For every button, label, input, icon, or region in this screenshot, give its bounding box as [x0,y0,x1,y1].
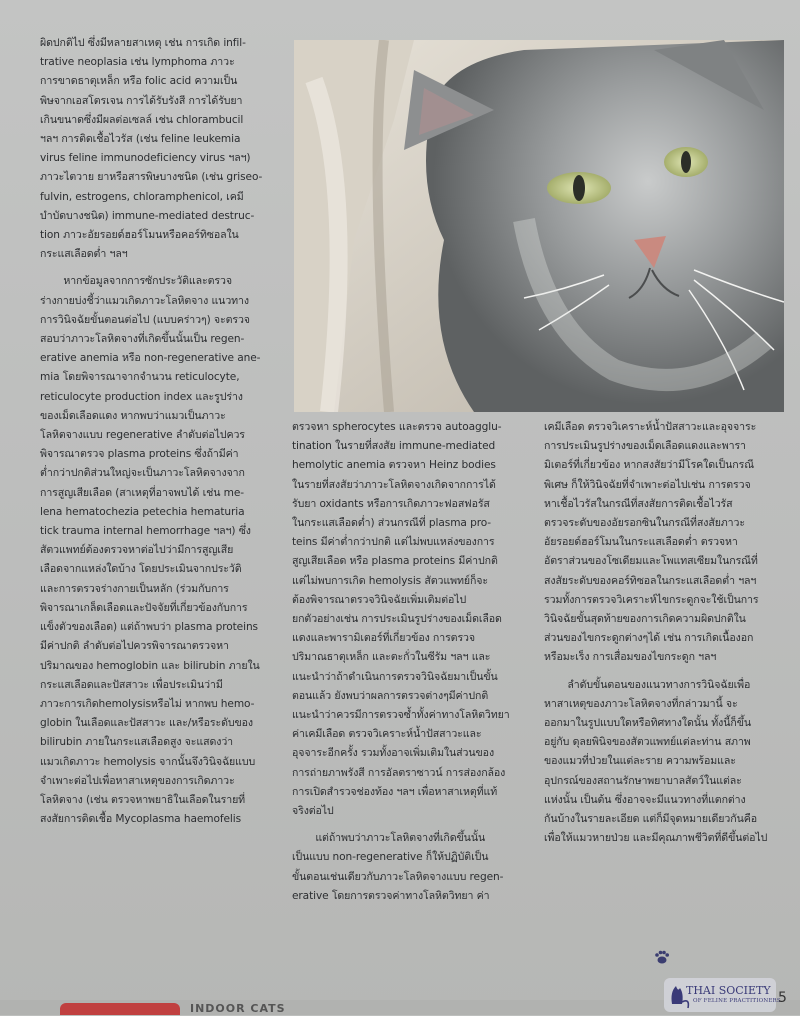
text-line: ผิดปกติไป ซึ่งมีหลายสาเหตุ เช่น การเกิด infil- [40,37,246,49]
text-line: อุจจาระอีกครั้ง รวมทั้งอาจเพิ่มเติมในส่วนของ [292,747,495,760]
text-line: มีค่าปกติ ลำดับต่อไปควรพิจารณาตรวจหา [40,640,229,653]
text-line: เป็นแบบ non-regenerative ก็ให้ปฏิบัติเป็น [292,851,489,864]
text-line: สงสัยระดับของคอร์ทิซอลในกระแสเลือดต่ำ ฯลฯ [544,574,757,587]
text-column-3 [544,418,789,848]
text-line: ในกระแสเลือดต่ำ) ส่วนกรณีที่ plasma pro- [292,517,492,530]
text-line: แข็งตัวของเลือด) แต่ถ้าพบว่า plasma proteins [40,621,258,634]
text-line: แต่ถ้าพบว่าภาวะโลหิตจางที่เกิดขึ้นนั้น [315,832,486,845]
text-line: การเปิดสำรวจช่องท้อง ฯลฯ เพื่อหาสาเหตุที่แท้ [292,785,498,798]
text-line: hemolytic anemia ตรวจหา Heinz bodies [292,459,496,472]
logo-title: THAI SOCIETY [686,984,771,997]
text-line: และการตรวจร่างกายเป็นหลัก (ร่วมกับการ [40,582,229,595]
text-line: เคมีเลือด ตรวจวิเคราะห์น้ำปัสสาวะและอุจจาระ [544,421,757,433]
text-line: ตรวจหา spherocytes และตรวจ autoagglu- [292,421,502,433]
text-line: โลหิตจางแบบ regenerative ลำดับต่อไปควร [40,429,245,442]
text-line: ปริมาณของ hemoglobin และ bilirubin ภายใน [40,659,260,672]
text-line: หาสาเหตุของภาวะโลหิตจางที่กล่าวมานี้ จะ [544,697,738,710]
text-line: tination ในรายที่สงสัย immune-mediated [292,440,496,453]
text-column-2 [292,418,532,906]
text-line: เลือดจากแหล่งใดบ้าง โดยประเมินจากประวัติ [40,563,242,576]
text-line: lena hematochezia petechia hematuria [40,505,245,518]
text-line: mia โดยพิจารณาจากจำนวน reticulocyte, [40,371,240,384]
text-line: ลำดับขั้นตอนของแนวทางการวินิจฉัยเพื่อ [567,678,751,691]
text-line: เพื่อให้แมวหายป่วย และมีคุณภาพชีวิตที่ดีขึ้นต่อไป [544,832,768,845]
text-line: ต้องพิจารณาตรวจวินิจฉัยเพิ่มเติมต่อไป [292,593,467,606]
cat-photo [294,40,784,412]
text-line: virus feline immunodeficiency virus ฯลฯ) [40,152,251,165]
text-line: ภาวะการเกิดhemolysisหรือไม่ หากพบ hemo- [40,697,255,710]
text-line: แนะนำว่าถ้าดำเนินการตรวจวินิจฉัยมาเป็นขั้น [292,670,498,683]
text-line: ต่ำกว่าปกติส่วนใหญ่จะเป็นภาวะโลหิตจางจาก [40,467,245,480]
text-line: อัยรอยด์ฮอร์โมนในกระแสเลือดต่ำ ตรวจหา [544,536,738,549]
text-line: เกินขนาดซึ่งมีผลต่อเซลล์ เช่น chlorambucil [40,113,244,126]
text-line: วินิจฉัยขั้นสุดท้ายของการเกิดความผิดปกติใน [544,613,746,626]
text-line: tick trauma internal hemorrhage ฯลฯ) ซึ่ง [40,525,251,538]
text-column-1 [40,34,280,829]
text-line: fulvin, estrogens, chloramphenicol, เคมี [40,190,244,203]
text-line: พิษจากเอสโตรเจน การได้รับรังสี การได้รับยา [40,94,243,107]
text-line: แห่งนั้น เป็นต้น ซึ่งอาจจะมีแนวทางที่แตกต่าง [544,793,746,806]
text-line: รับยา oxidants หรือการเกิดภาวะฟอสฟอรัส [292,497,490,510]
text-line: การสูญเสียเลือด (สาเหตุที่อาจพบได้ เช่น me- [40,486,244,499]
text-line: บำบัดบางชนิด) immune-mediated destruc- [40,209,255,222]
text-line: พิเศษ ก็ให้วินิจฉัยที่จำเพาะต่อไปเช่น การตรวจ [544,478,751,491]
text-line: ในรายที่สงสัยว่าภาวะโลหิตจางเกิดจากการได้ [292,478,496,491]
text-line: trative neoplasia เช่น lymphoma ภาวะ [40,56,235,69]
text-line: bilirubin ภายในกระแสเลือดสูง จะแสดงว่า [40,736,234,749]
next-article-title: INDOOR CATS [190,1002,286,1015]
text-line: แมวเกิดภาวะ hemolysis จากนั้นจึงวินิจฉัยแบบ [40,755,256,768]
text-line: อัตราส่วนของโซเดียมและโพแทสเซียมในกรณีที่ [544,555,758,568]
text-line: โลหิตจาง (เช่น ตรวจหาพยาธิในเลือดในรายที่ [40,793,246,806]
text-line: ของแมวที่ป่วยในแต่ละราย ความพร้อมและ [544,755,736,768]
text-line: การขาดธาตุเหล็ก หรือ folic acid ความเป็น [40,75,238,88]
text-line: สอบว่าภาวะโลหิตจางที่เกิดขึ้นนั้นเป็น regen- [40,333,245,346]
text-line: ขั้นตอนเช่นเดียวกับภาวะโลหิตจางแบบ regen- [292,870,504,883]
footer-decoration [60,1003,180,1015]
text-line: ฯลฯ การติดเชื้อไวรัส (เช่น feline leukemia [40,133,241,146]
text-line: พิจารณาเกล็ดเลือดและปัจจัยที่เกี่ยวข้องกับการ [40,601,248,614]
text-line: แต่ไม่พบการเกิด hemolysis สัตวแพทย์ก็จะ [292,574,488,587]
text-line: การวินิจฉัยขั้นตอนต่อไป (แบบคร่าวๆ) จะตรวจ [40,313,250,326]
text-line: จำเพาะต่อไปเพื่อหาสาเหตุของการเกิดภาวะ [40,774,235,787]
text-line: หรือมะเร็ง การเสื่อมของไขกระดูก ฯลฯ [544,651,717,664]
text-line: รวมทั้งการตรวจวิเคราะห์ไขกระดูกจะใช้เป็นการ [544,593,759,606]
text-line: globin ในเลือดและปัสสาวะ และ/หรือระดับของ [40,717,253,730]
text-line: กระแสเลือดต่ำ ฯลฯ [40,248,128,261]
text-line: ของเม็ดเลือดแดง หากพบว่าแมวเป็นภาวะ [40,409,226,422]
text-line: ปริมาณธาตุเหล็ก และตะกั่วในซีรัม ฯลฯ และ [292,651,491,664]
text-line: ยกตัวอย่างเช่น การประเมินรูปร่างของเม็ดเลือด [292,613,502,626]
text-line: มิเตอร์ที่เกี่ยวข้อง หากสงสัยว่ามีโรคใดเป็นกรณี [544,459,754,472]
text-line: สงสัยการติดเชื้อ Mycoplasma haemofelis [40,813,242,826]
text-line: tion ภาวะอัยรอยด์ฮอร์โมนหรือคอร์ทิซอลใน [40,229,239,242]
text-line: กระแสเลือดและปัสสาวะ เพื่อประเมินว่ามี [40,678,223,691]
text-line: erative anemia หรือ non-regenerative ane- [40,352,261,365]
logo-subtitle: OF FELINE PRACTITIONERS [693,998,781,1004]
text-line: erative โดยการตรวจค่าทางโลหิตวิทยา ค่า [292,889,490,902]
text-line: ค่าเคมีเลือด ตรวจวิเคราะห์น้ำปัสสาวะและ [292,728,482,741]
text-line: reticulocyte production index และรูปร่าง [40,390,243,403]
text-line: ร่างกายบ่งชี้ว่าแมวเกิดภาวะโลหิตจาง แนวทาง [40,294,249,307]
page-number: 5 [778,990,787,1006]
text-line: อุปกรณ์ของสถานรักษาพยาบาลสัตว์ในแต่ละ [544,774,742,787]
text-line: กันบ้างในรายละเอียด แต่ก็มีจุดหมายเดียวกันคือ [544,813,757,826]
text-line: การประเมินรูปร่างของเม็ดเลือดแดงและพารา [544,440,746,453]
text-line: แนะนำว่าควรมีการตรวจซ้ำทั้งค่าทางโลหิตวิทยา [292,709,510,722]
text-line: ตอนแล้ว ยังพบว่าผลการตรวจต่างๆมีค่าปกติ [292,689,489,702]
text-line: แดงและพารามิเตอร์ที่เกี่ยวข้อง การตรวจ [292,632,475,645]
text-line: ภาวะไตวาย ยาหรือสารพิษบางชนิด (เช่น griseo- [40,171,263,184]
text-line: สัตวแพทย์ต้องตรวจหาต่อไปว่ามีการสูญเสีย [40,544,234,557]
text-line: พิจารณาตรวจ plasma proteins ซึ่งถ้ามีค่า [40,448,239,461]
text-line: ออกมาในรูปแบบใดหรือทิศทางใดนั้น ทั้งนี้ก็ขึ้น [544,717,751,730]
text-line: หาเชื้อไวรัสในกรณีที่สงสัยการติดเชื้อไวรัส [544,497,733,510]
text-line: ตรวจระดับของอัยรอกซินในกรณีที่สงสัยภาวะ [544,517,745,530]
text-line: อยู่กับ ดุลยพินิจของสัตวแพทย์แต่ละท่าน สภาพ [544,736,751,749]
paw-print-icon [653,948,671,970]
text-line: สูญเสียเลือด หรือ plasma proteins มีค่าปกติ [292,555,498,568]
text-line: ส่วนของไขกระดูกต่างๆได้ เช่น การเกิดเนื้องอก [544,632,754,645]
text-line: หากข้อมูลจากการซักประวัติและตรวจ [63,275,232,288]
text-line: teins มีค่าต่ำกว่าปกติ แต่ไม่พบแหล่งของการ [292,536,495,549]
text-line: จริงต่อไป [292,805,334,818]
text-line: การถ่ายภาพรังสี การอัลตราซาวน์ การส่องกล้อง [292,766,506,779]
